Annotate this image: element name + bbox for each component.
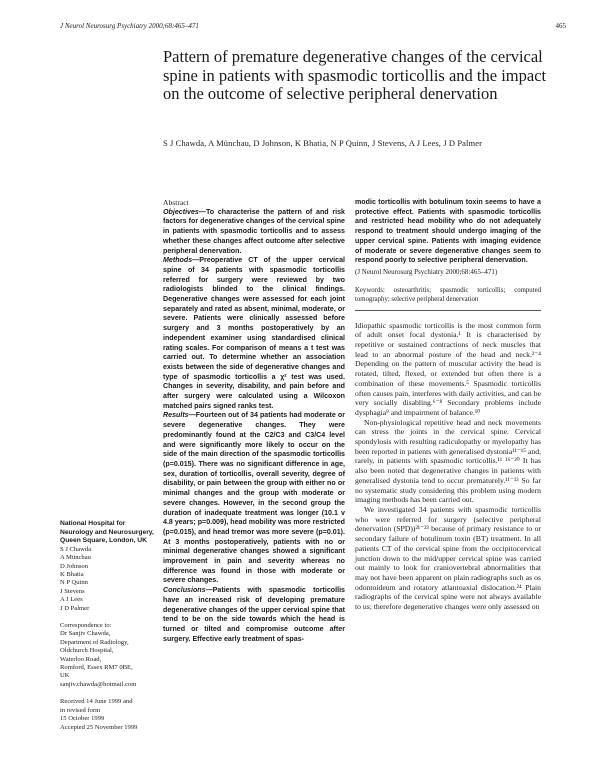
journal-citation-header: J Neurol Neurosurg Psychiatry 2000;68:465–471 (60, 22, 199, 30)
conclusions-text: Patients with spasmodic torticollis have an increased risk of developing premature degenerative changes of the upper cervical spine that tend to be on the side towards which the head is turned or tilted and compromise outcome after surgery. Effective early treatment of spas- (163, 586, 345, 643)
affiliation-author: A J Lees (60, 596, 83, 604)
correspondence-line: Department of Radiology, (60, 638, 129, 646)
correspondence-line: Correspondence to: (60, 622, 112, 630)
conclusions-label: Conclusions— (163, 586, 213, 595)
abstract-continuation: modic torticollis with botulinum toxin seems to have a protective effect. Patients with spasmodic torticollis and restricted head mobility who do not adequately respond to treatment should undergo imaging of the upper cervical spine. Patients with imaging evidence of moderate or severe degenerative changes seem to respond poorly to selective peripheral denervation. (355, 198, 541, 265)
keywords: Keywords: osteoarthritis; spasmodic torticollis; computed tomography; selective peripheral denervation (355, 286, 541, 303)
correspondence-email[interactable]: sanjiv.chawda@hotmail.com (60, 680, 137, 688)
author-list: S J Chawda, A Münchau, D Johnson, K Bhatia, N P Quinn, J Stevens, A J Lees, J D Palmer (163, 138, 482, 148)
affiliation-author: K Bhatia (60, 571, 84, 578)
affiliation-block (60, 520, 155, 732)
abstract-heading: Abstract (163, 198, 189, 207)
objectives-label: Objectives— (163, 207, 206, 216)
received-line: Received 14 June 1999 and (60, 698, 133, 706)
abstract-results (163, 411, 345, 586)
affiliation-author: D Johnson (60, 562, 89, 570)
correspondence-address (60, 622, 155, 689)
abstract-methods (163, 256, 345, 411)
objectives-text: To characterise the pattern of and risk factors for degenerative changes of the cervical spine in patients with spasmodic torticollis and to assess whether these changes affect outcome after selective peripheral denervation. (163, 207, 345, 255)
correspondence-line: Romford, Essex RM7 0BE, (60, 664, 133, 672)
methods-text: Preoperative CT of the upper cervical spine of 34 patients with spasmodic torticollis referred for surgery were reviewed by two radiologists blinded to the clinical findings. Degenerative changes were assessed for each joint separately and rated as absent, minimal, moderate, or severe. Patients were clinically assessed before surgery and 3 months postoperatively by an independent examiner using standardised clinical rating scales. For comparison of means a t test was carried out. To determine whether an association exists between the side of degenerative changes and type of spasmodic torticollis a χ² test was used. Changes in severity, disability, and pain before and after surgery were calculated using a Wilcoxon matched pairs signed ranks test. (163, 256, 345, 410)
abstract-conclusions (163, 586, 345, 644)
affiliation-author: J D Palmer (60, 604, 90, 612)
body-text (355, 321, 541, 612)
correspondence-line: UK (60, 672, 70, 680)
abstract-objectives (163, 208, 345, 257)
right-column (355, 198, 541, 612)
results-label: Results— (163, 411, 196, 420)
affiliation-author: A Münchau (60, 554, 91, 562)
results-text: Fourteen out of 34 patients had moderate or severe degenerative changes. They were predominantly found at the C2/C3 and C3/C4 level and were significantly more likely to occur on the side of the main direction of the spasmodic torticollis (p=0.015). There was no significant difference in age, sex, duration of torticollis, overall severity, degree of disability, or pain between the group with either no or minimal changes and the group with moderate or severe changes. However, in the second group the duration of inadequate treatment was longer (10.1 v 4.8 years; p=0.009), head mobility was more restricted (p=0.015), and head tremor was more severe (p=0.01). At 3 months postoperatively, patients with no or minimal degenerative changes showed a significant improvement in pain and severity whereas no difference was found in those with moderate or severe changes. (163, 411, 345, 585)
page-number: 465 (555, 22, 566, 30)
correspondence-line: Waterloo Road, (60, 655, 102, 663)
article-title: Pattern of premature degenerative changes of the cervical spine in patients with spasmodic torticollis and the impact on the outcome of selective peripheral denervation (163, 47, 547, 103)
received-line: 15 October 1999 (60, 715, 105, 723)
body-paragraph: Non-physiological repetitive head and neck movements can stress the joints in the cervical spine. Cervical spondylosis with resulting radiculopathy or myelopathy has been reported in patients with generalised dystonia¹¹⁻¹⁵ and, rarely, in patients with spasmodic torticollis.¹¹ ¹⁶⁻²⁰ It has also been noted that degenerative changes in patients with generalised dystonia tend to occur prematurely.¹¹⁻¹³ So far no systematic study considering this problem using modern imaging methods has been carried out. (355, 417, 541, 505)
correspondence-line: Oldchurch Hospital, (60, 647, 114, 655)
body-paragraph: Idiopathic spasmodic torticollis is the most common form of adult onset focal dystonia.¹ It is characterised by repetitive or sustained contractions of neck muscles that lead to an abnormal posture of the head and neck.²⁻⁴ Depending on the pattern of muscular activity the head is rotated, tilted, flexed, or extended but often there is a combination of these movements.⁵ Spasmodic torticollis often causes pain, interferes with daily activities, and can be very socially disabling.⁶⁻⁸ Secondary problems include dysphagia⁹ and impairment of balance.¹⁰ (355, 320, 541, 417)
affiliation-author: S J Chawda (60, 545, 92, 553)
methods-label: Methods— (163, 256, 200, 265)
received-dates (60, 698, 155, 732)
received-line: in revised form (60, 706, 101, 714)
abstract-column (163, 198, 345, 644)
section-divider (355, 310, 541, 311)
body-paragraph: We investigated 34 patients with spasmodic torticollis who were referred for surgery (selective peripheral denervation (SPD))²¹⁻²³ because of primary resistance to or secondary failure of botulinum toxin (BT) treatment. In all patients CT of the cervical spine from the occipitocervical junction down to the mid/upper cervical spine was carried out mainly to look for craniovertebral abnormalities that may not have been apparent on plain radiographs such as os odontoideum and rotatory atlantoaxial dislocation.²⁴ Plain radiographs of the cervical spine were not always available to us; therefore degenerative changes were only assessed on (355, 504, 541, 612)
correspondence-line: Dr Sanjiv Chawda, (60, 630, 111, 638)
affiliation-author: J Stevens (60, 587, 85, 595)
received-line: Accepted 25 November 1999 (60, 723, 138, 731)
affiliation-author: N P Quinn (60, 579, 88, 587)
institution-name: National Hospital for Neurology and Neurosurgery, Queen Square, London, UK (60, 520, 154, 545)
affiliation-author-names (60, 546, 155, 613)
abstract-citation: (J Neurol Neurosurg Psychiatry 2000;68:465–471) (355, 267, 498, 276)
